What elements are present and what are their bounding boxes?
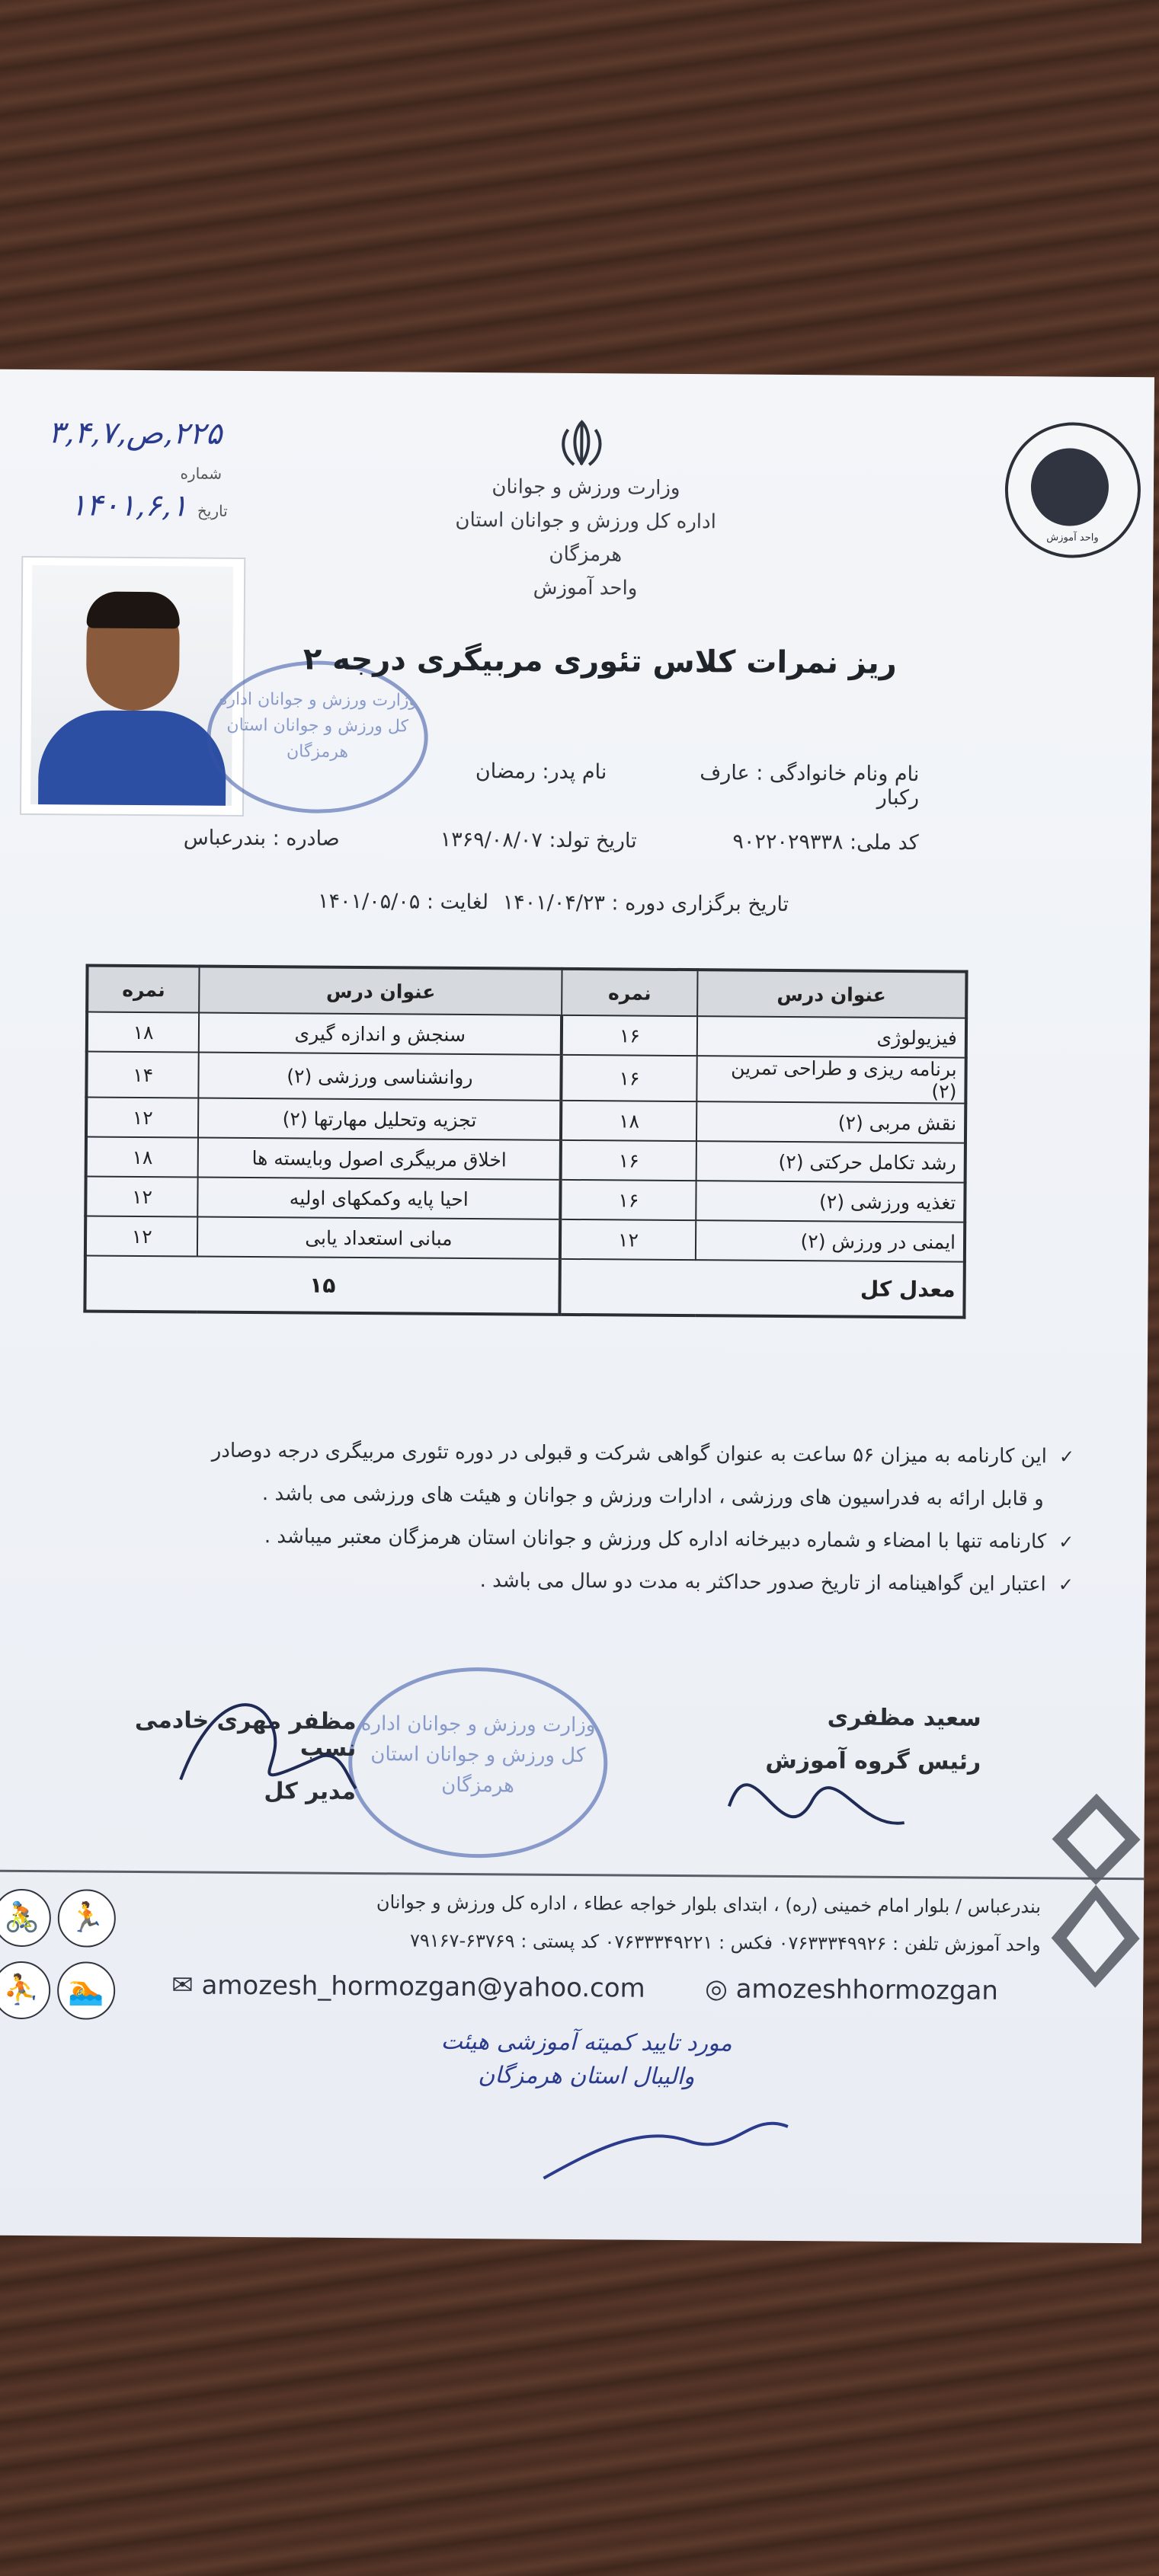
iran-emblem-icon	[551, 417, 612, 470]
header-grade-2: نمره	[87, 966, 200, 1013]
note-item	[107, 1472, 1074, 1521]
notes-list	[106, 1429, 1075, 1606]
father-value: رمضان	[475, 759, 536, 784]
education-unit-logo	[1004, 422, 1141, 558]
course-date-field	[271, 889, 789, 916]
course-cell: برنامه ریزی و طراحی تمرین (۲)	[696, 1056, 966, 1103]
certificate-paper	[0, 369, 1154, 2244]
check-icon: ✓	[1058, 1574, 1074, 1596]
father-label: نام پدر:	[542, 759, 607, 785]
course-cell: نقش مربی (۲)	[696, 1101, 966, 1143]
national-code-field	[683, 829, 919, 855]
course-date-from: ۱۴۰۱/۰۴/۲۳	[502, 890, 606, 916]
footer-phones: واحد آموزش تلفن : ۰۷۶۳۳۳۴۹۹۲۶ فکس : ۰۷۶۳۳۳۴۹۲۲۱ کد پستی : ۶۳۷۶۹-۷۹۱۶۷	[409, 1929, 1041, 1956]
course-cell: سنجش و اندازه گیری	[199, 1013, 562, 1055]
table-row	[86, 1052, 965, 1104]
total-row	[85, 1256, 964, 1318]
grade-cell: ۱۲	[86, 1098, 199, 1138]
grade-cell: ۱۶	[561, 1140, 696, 1181]
hurdle-jump-icon: ⛹	[0, 1961, 50, 2020]
header-grade-1: نمره	[562, 969, 697, 1016]
name-value: عارف رکبار	[700, 761, 920, 810]
course-cell: روانشناسی ورزشی (۲)	[199, 1053, 562, 1101]
footer-divider	[0, 1870, 1144, 1881]
table-header-row	[87, 966, 966, 1018]
ministry-line-1: وزارت ورزش و جوانان	[491, 475, 680, 500]
signature-scribble	[721, 1715, 920, 1868]
birth-date-value: ۱۳۶۹/۰۸/۰۷	[440, 827, 543, 852]
ref-number	[16, 415, 223, 487]
email-icon: ✉	[171, 1970, 194, 2001]
table-row	[86, 1098, 965, 1143]
head-name: سعید مظفری	[827, 1704, 981, 1732]
grade-cell: ۱۶	[562, 1055, 697, 1101]
ministry-heading	[425, 470, 746, 606]
note-item	[107, 1429, 1074, 1478]
instagram-icon: ◎	[705, 1974, 728, 2005]
grade-cell: ۱۸	[87, 1012, 200, 1053]
total-label: معدل کل	[560, 1259, 965, 1318]
official-stamp-signature: وزارت ورزش و جوانان اداره کل ورزش و جوانان استان هرمزگان	[347, 1667, 608, 1858]
note-item	[106, 1557, 1074, 1606]
name-field	[652, 761, 919, 810]
course-date-to: ۱۴۰۱/۰۵/۰۵	[317, 889, 421, 914]
signature-scribble	[165, 1665, 364, 1819]
instagram-text: amozeshhormozgan	[735, 1974, 999, 2006]
cycling-figure-icon: 🚴	[0, 1889, 51, 1948]
header-course-1: عنوان درس	[697, 970, 967, 1018]
grade-cell: ۱۸	[561, 1101, 696, 1141]
course-cell: رشد تکامل حرکتی (۲)	[696, 1141, 965, 1182]
birth-date-label: تاریخ تولد:	[549, 828, 637, 853]
ref-date-label: تاریخ	[197, 501, 228, 520]
grade-cell: ۱۲	[85, 1177, 198, 1217]
total-value: ۱۵	[85, 1256, 560, 1315]
document-title: ریز نمرات کلاس تئوری مربیگری درجه ۲	[303, 641, 897, 681]
ref-number-value: ۲۲۵,ص,۳,۴,۷	[48, 415, 223, 452]
course-cell: فیزیولوژی	[696, 1016, 966, 1057]
table-row	[85, 1177, 965, 1222]
running-figure-icon: 🏃	[58, 1889, 117, 1948]
ministry-line-2: اداره کل ورزش و جوانان استان هرمزگان	[455, 508, 716, 567]
grade-cell: ۱۶	[561, 1180, 696, 1220]
ref-date-value: ۱۴۰۱,۶,۱	[69, 487, 188, 524]
grade-cell: ۱۲	[85, 1216, 198, 1257]
director-name: مظفر مهری خادمی نسب	[134, 1706, 357, 1763]
person-photo	[20, 556, 245, 817]
note-text: اعتبار این گواهینامه از تاریخ صدور حداکثر به مدت دو سال می باشد .	[479, 1569, 1046, 1596]
head-title: رئیس گروه آموزش	[765, 1747, 981, 1775]
ministry-line-3: واحد آموزش	[533, 576, 638, 600]
handwritten-approval: مورد تایید کمیته آموزشی هیئت والیبال استان هرمزگان	[440, 2028, 732, 2091]
header-course-2: عنوان درس	[199, 967, 562, 1015]
check-icon: ✓	[1058, 1446, 1075, 1468]
footer-email	[171, 1970, 645, 2003]
director-title: مدیر کل	[264, 1778, 357, 1806]
grade-cell: ۱۴	[86, 1052, 199, 1098]
course-date-to-label: لغایت :	[426, 890, 489, 915]
course-cell: ایمنی در ورزش (۲)	[695, 1220, 965, 1261]
note-item	[106, 1514, 1074, 1564]
note-text: این کارنامه به میزان ۵۶ ساعت به عنوان گواهی شرکت و قبولی در دوره تئوری مربیگری درجه دوصادر	[211, 1439, 1048, 1469]
ref-date	[37, 487, 228, 524]
note-text: کارنامه تنها با امضاء و شماره دبیرخانه اداره کل ورزش و جوانان استان هرمزگان معتبر میباشد .	[264, 1525, 1047, 1554]
approval-signature-scribble	[536, 2095, 796, 2203]
national-code-label: کد ملی:	[849, 830, 919, 855]
issued-label: صادره :	[272, 826, 340, 851]
footer-instagram	[705, 1974, 998, 2006]
table-row	[85, 1216, 965, 1262]
issued-value: بندرعباس	[183, 826, 267, 851]
ornament-icon	[1048, 1793, 1144, 1992]
grade-cell: ۱۸	[86, 1137, 199, 1178]
table-row	[87, 1012, 966, 1058]
check-icon: ✓	[1058, 1531, 1074, 1553]
course-date-label: تاریخ برگزاری دوره :	[611, 891, 789, 916]
course-cell: احیا پایه وکمکهای اولیه	[198, 1178, 561, 1219]
logo-mark-icon	[1031, 448, 1109, 526]
ref-number-label: شماره	[180, 464, 223, 483]
note-text: و قابل ارائه به فدراسیون های ورزشی ، ادارات ورزش و جوانان و هیئت های ورزشی می باشد .	[261, 1482, 1044, 1511]
course-cell: تجزیه وتحلیل مهارتها (۲)	[198, 1098, 561, 1140]
email-text: amozesh_hormozgan@yahoo.com	[201, 1970, 645, 2004]
grades-table	[83, 964, 968, 1319]
swimming-figure-icon: 🏊	[57, 1961, 116, 2020]
official-stamp-photo: وزارت ورزش و جوانان اداره کل ورزش و جوانان استان هرمزگان	[207, 660, 428, 814]
grade-cell: ۱۶	[562, 1015, 697, 1056]
issued-field	[126, 826, 340, 851]
course-cell: اخلاق مربیگری اصول وبایسته ها	[198, 1138, 561, 1180]
national-code-value: ۹۰۲۲۰۲۹۳۳۸	[732, 829, 844, 855]
name-label: نام ونام خانوادگی :	[756, 761, 920, 787]
table-row	[86, 1137, 965, 1183]
grade-cell: ۱۲	[560, 1219, 696, 1260]
course-cell: تغذیه ورزشی (۲)	[696, 1181, 965, 1222]
footer-address: بندرعباس / بلوار امام خمینی (ره) ، ابتدای بلوار خواجه عطاء ، اداره کل ورزش و جوانان	[376, 1891, 1042, 1918]
course-cell: مبانی استعداد یابی	[197, 1217, 560, 1259]
father-field	[378, 759, 607, 784]
birth-date-field	[393, 827, 637, 852]
logo-caption: واحد آموزش	[1046, 532, 1099, 544]
